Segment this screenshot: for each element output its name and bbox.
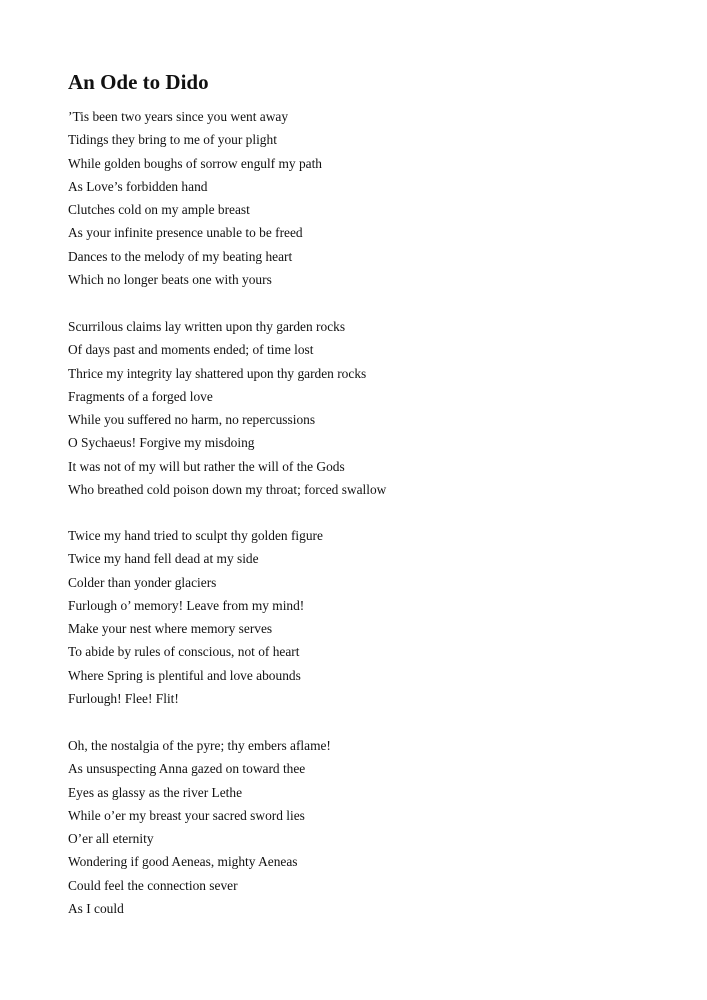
- poem-line: Twice my hand fell dead at my side: [68, 551, 259, 567]
- poem-line: To abide by rules of conscious, not of heart: [68, 644, 300, 660]
- stanza-2: [68, 315, 386, 501]
- poem-line: As unsuspecting Anna gazed on toward thee: [68, 761, 306, 777]
- poem-line: Wondering if good Aeneas, mighty Aeneas: [68, 854, 298, 870]
- poem-line: Thrice my integrity lay shattered upon thy garden rocks: [68, 365, 367, 381]
- poem-line: Fragments of a forged love: [68, 388, 213, 404]
- poem-line: While golden boughs of sorrow engulf my path: [68, 155, 323, 171]
- poem-line: While o’er my breast your sacred sword lies: [68, 807, 305, 823]
- poem-line: Twice my hand tried to sculpt thy golden figure: [68, 528, 323, 543]
- poem-line: Of days past and moments ended; of time lost: [68, 342, 314, 358]
- poem-line: While you suffered no harm, no repercussions: [68, 412, 316, 428]
- poem-title: An Ode to Dido: [68, 70, 209, 94]
- poem-line: O’er all eternity: [68, 831, 154, 847]
- poem-line: As Love’s forbidden hand: [68, 178, 208, 194]
- poem-line: Could feel the connection sever: [68, 877, 238, 893]
- poem-line: Furlough! Flee! Flit!: [68, 691, 179, 707]
- poem-line: Which no longer beats one with yours: [68, 272, 272, 288]
- poem-line: Make your nest where memory serves: [68, 621, 273, 637]
- stanza-3: [68, 524, 323, 710]
- stanza-4: [68, 734, 331, 920]
- poem-line: Who breathed cold poison down my throat; forced swallow: [68, 482, 387, 498]
- stanza-1: [68, 105, 322, 291]
- poem-line: Furlough o’ memory! Leave from my mind!: [68, 597, 305, 613]
- poem-line: Clutches cold on my ample breast: [68, 202, 250, 218]
- poem-line: ’Tis been two years since you went away: [68, 109, 289, 124]
- poem-line: Colder than yonder glaciers: [68, 574, 217, 590]
- poem-line: It was not of my will but rather the will of the Gods: [68, 458, 345, 474]
- poem-line: O Sychaeus! Forgive my misdoing: [68, 435, 255, 451]
- poem-line: Eyes as glassy as the river Lethe: [68, 784, 243, 800]
- poem-line: Dances to the melody of my beating heart: [68, 248, 293, 264]
- poem-line: Where Spring is plentiful and love abounds: [68, 667, 301, 683]
- poem-line: As your infinite presence unable to be freed: [68, 225, 303, 241]
- poem-line: Tidings they bring to me of your plight: [68, 132, 277, 148]
- poem-line: Scurrilous claims lay written upon thy garden rocks: [68, 319, 346, 334]
- poem-line: As I could: [68, 901, 124, 917]
- poem-line: Oh, the nostalgia of the pyre; thy embers aflame!: [68, 738, 331, 753]
